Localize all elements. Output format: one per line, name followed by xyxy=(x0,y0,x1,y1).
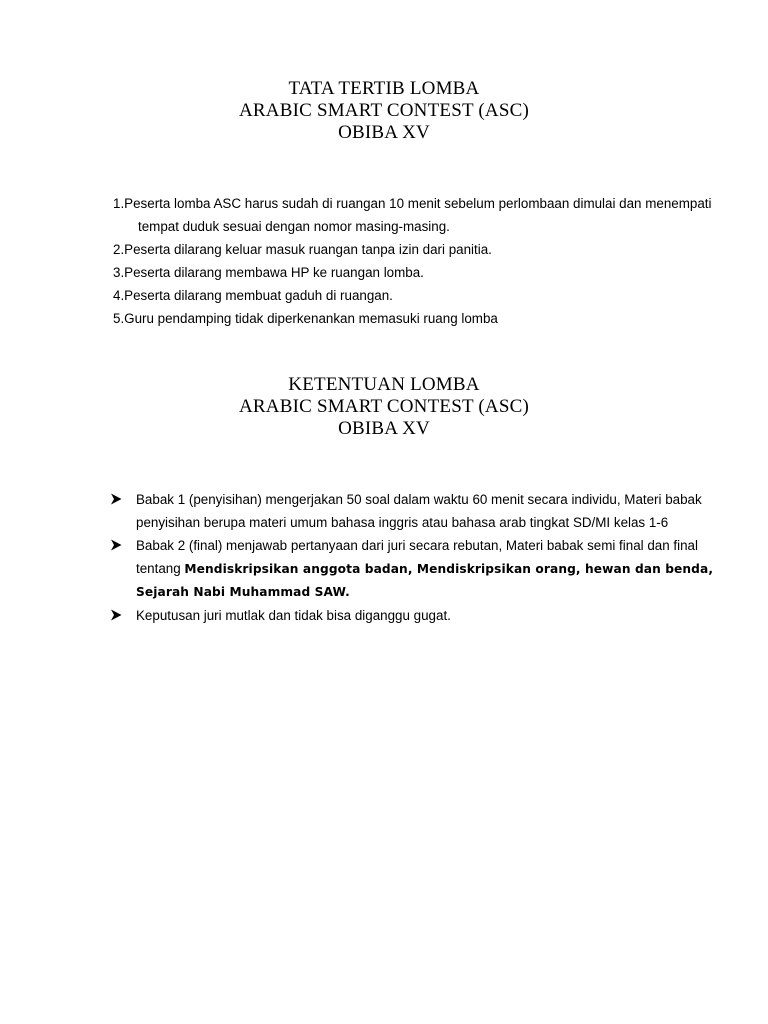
rule-item: 2.Peserta dilarang keluar masuk ruangan tanpa izin dari panitia. xyxy=(113,242,492,257)
rule-item-continuation: tempat duduk sesuai dengan nomor masing-masing. xyxy=(138,219,450,234)
title-line: OBIBA XV xyxy=(338,418,430,439)
ketentuan-title xyxy=(0,374,768,440)
arrowhead-bullet-icon xyxy=(110,609,122,621)
list-item xyxy=(110,534,714,604)
list-item xyxy=(110,488,702,534)
arrowhead-bullet-icon xyxy=(110,539,122,551)
list-item-text: Babak 1 (penyisihan) mengerjakan 50 soal dalam waktu 60 menit secara individu, Materi babak xyxy=(136,492,702,507)
arrowhead-bullet-icon xyxy=(110,493,122,505)
title-line: ARABIC SMART CONTEST (ASC) xyxy=(239,100,529,121)
list-item-text: Babak 2 (final) menjawab pertanyaan dari juri secara rebutan, Materi babak semi final dan final xyxy=(136,538,698,553)
rule-item: 4.Peserta dilarang membuat gaduh di ruangan. xyxy=(113,288,393,303)
list-item-text: Keputusan juri mutlak dan tidak bisa diganggu gugat. xyxy=(136,608,451,623)
rule-item: 5.Guru pendamping tidak diperkenankan memasuki ruang lomba xyxy=(113,311,498,326)
list-item-bold-text: Sejarah Nabi Muhammad SAW. xyxy=(136,585,350,599)
list-item-text xyxy=(136,557,714,581)
title-line: OBIBA XV xyxy=(338,122,430,143)
rule-item: 3.Peserta dilarang membawa HP ke ruangan lomba. xyxy=(113,265,424,280)
rule-item: 1.Peserta lomba ASC harus sudah di ruangan 10 menit sebelum perlombaan dimulai dan menempati xyxy=(113,196,712,211)
title-line: TATA TERTIB LOMBA xyxy=(288,78,480,99)
list-item xyxy=(110,604,690,627)
tata-tertib-title xyxy=(0,78,768,144)
title-line: ARABIC SMART CONTEST (ASC) xyxy=(239,396,529,417)
rules-list xyxy=(113,192,712,330)
ketentuan-list xyxy=(110,488,714,627)
list-item-prefix: tentang xyxy=(136,561,185,576)
list-item-bold-text: Mendiskripsikan anggota badan, Mendiskripsikan orang, hewan dan benda, xyxy=(184,562,714,576)
title-line: KETENTUAN LOMBA xyxy=(288,374,480,395)
list-item-text: penyisihan berupa materi umum bahasa inggris atau bahasa arab tingkat SD/MI kelas 1-6 xyxy=(136,515,669,530)
